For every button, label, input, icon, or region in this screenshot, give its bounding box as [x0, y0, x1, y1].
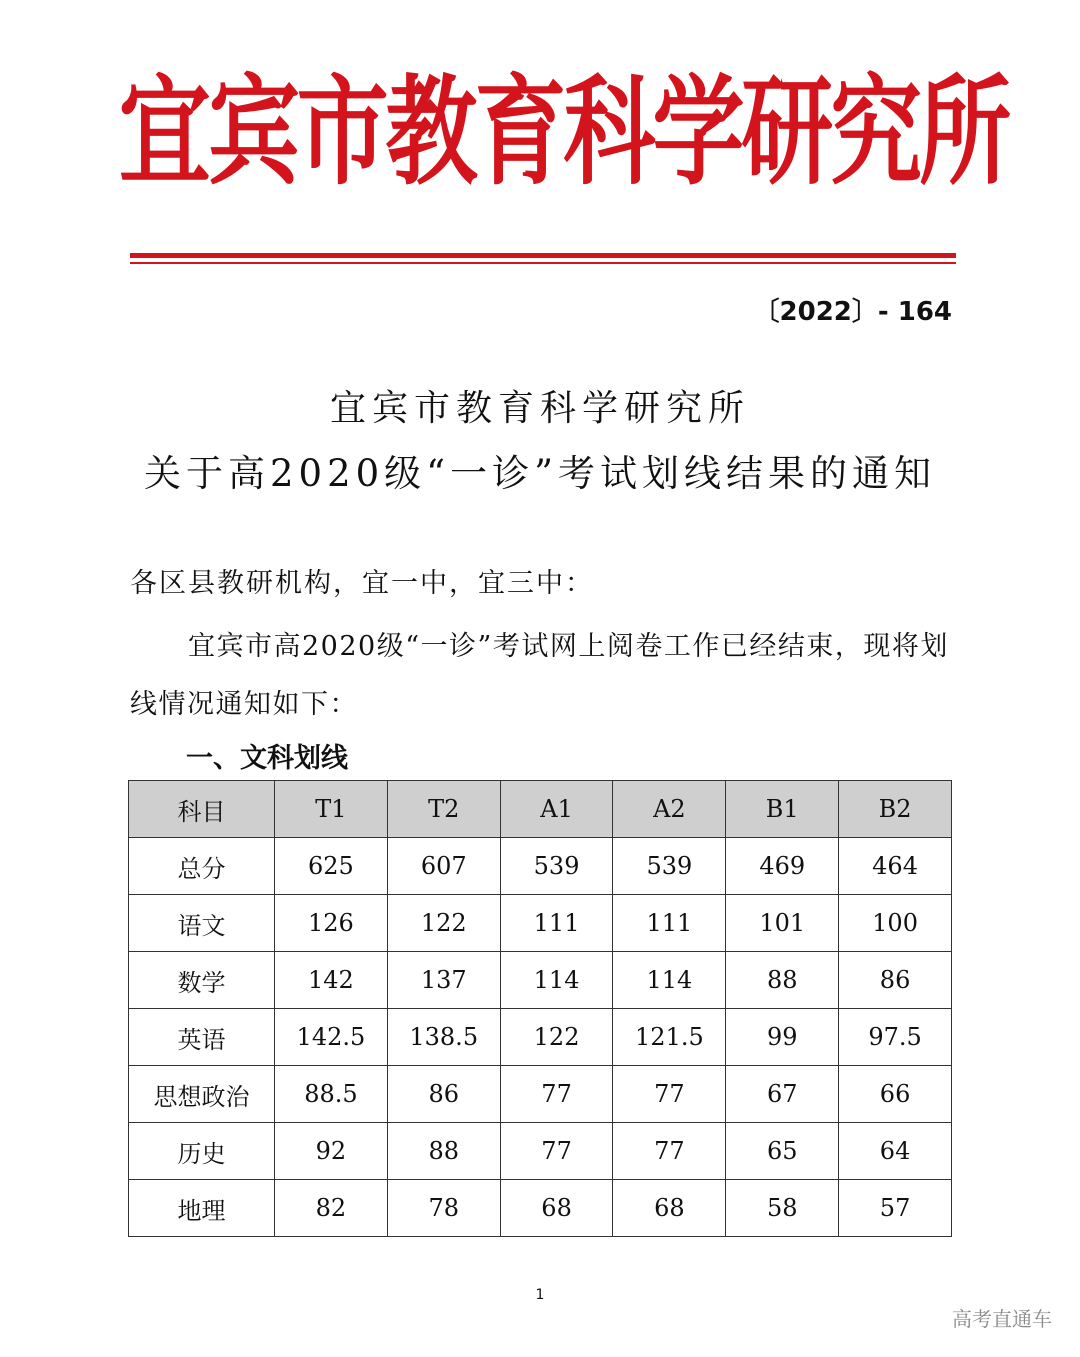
score-cell: 101 — [726, 895, 839, 952]
score-cell: 88 — [387, 1123, 500, 1180]
score-cell: 97.5 — [839, 1009, 952, 1066]
score-cell: 126 — [275, 895, 388, 952]
score-cell: 121.5 — [613, 1009, 726, 1066]
table-header-row — [129, 781, 952, 838]
score-cell: 99 — [726, 1009, 839, 1066]
table-row — [129, 1009, 952, 1066]
subject-cell: 思想政治 — [129, 1066, 275, 1123]
notice-title-line2: 关于高2020级“一诊”考试划线结果的通知 — [144, 452, 936, 495]
score-cell: 88.5 — [275, 1066, 388, 1123]
salutation: 各区县教研机构，宜一中，宜三中： — [130, 568, 594, 599]
document-number: 〔2022〕- 164 — [753, 297, 952, 327]
table-row — [129, 1066, 952, 1123]
header-cell: A2 — [613, 781, 726, 838]
header-cell: B1 — [726, 781, 839, 838]
subject-cell: 历史 — [129, 1123, 275, 1180]
score-cell: 86 — [387, 1066, 500, 1123]
score-cell: 64 — [839, 1123, 952, 1180]
score-cell: 138.5 — [387, 1009, 500, 1066]
subject-cell: 地理 — [129, 1180, 275, 1237]
score-cell: 137 — [387, 952, 500, 1009]
score-cell: 86 — [839, 952, 952, 1009]
score-cell: 114 — [500, 952, 613, 1009]
section-heading: 一、文科划线 — [186, 743, 348, 774]
score-cell: 469 — [726, 838, 839, 895]
header-cell: T1 — [275, 781, 388, 838]
score-cell: 111 — [500, 895, 613, 952]
subject-cell: 总分 — [129, 838, 275, 895]
letterhead-rule-thin — [130, 262, 956, 264]
score-cell: 65 — [726, 1123, 839, 1180]
score-cell: 111 — [613, 895, 726, 952]
table-row — [129, 1180, 952, 1237]
score-cell: 67 — [726, 1066, 839, 1123]
score-cell: 66 — [839, 1066, 952, 1123]
table-row — [129, 895, 952, 952]
score-cell: 77 — [613, 1123, 726, 1180]
header-cell: B2 — [839, 781, 952, 838]
letterhead-title: 宜宾市教育科学研究所 — [118, 63, 1009, 201]
score-cell: 539 — [613, 838, 726, 895]
notice-title-line1: 宜宾市教育科学研究所 — [329, 388, 750, 429]
score-cell: 57 — [839, 1180, 952, 1237]
score-cell: 88 — [726, 952, 839, 1009]
watermark: 高考直通车 — [952, 1307, 1052, 1331]
score-cell: 122 — [387, 895, 500, 952]
score-cell: 68 — [613, 1180, 726, 1237]
score-cell: 68 — [500, 1180, 613, 1237]
table-row — [129, 952, 952, 1009]
table-row — [129, 1123, 952, 1180]
score-cell: 100 — [839, 895, 952, 952]
letterhead-rule-thick — [130, 253, 956, 258]
subject-cell: 语文 — [129, 895, 275, 952]
score-cell: 77 — [613, 1066, 726, 1123]
score-cell: 464 — [839, 838, 952, 895]
subject-cell: 数学 — [129, 952, 275, 1009]
score-cell: 114 — [613, 952, 726, 1009]
body-paragraph: 宜宾市高2020级“一诊”考试网上阅卷工作已经结束，现将划线情况通知如下： — [130, 631, 949, 720]
subject-cell: 英语 — [129, 1009, 275, 1066]
score-cell: 625 — [275, 838, 388, 895]
score-cell: 122 — [500, 1009, 613, 1066]
header-cell: 科目 — [129, 781, 275, 838]
score-cell: 58 — [726, 1180, 839, 1237]
score-cell: 539 — [500, 838, 613, 895]
score-cell: 77 — [500, 1123, 613, 1180]
score-cell: 142.5 — [275, 1009, 388, 1066]
score-cell: 78 — [387, 1180, 500, 1237]
table-row — [129, 838, 952, 895]
page-number: 1 — [535, 1287, 545, 1303]
score-cell: 77 — [500, 1066, 613, 1123]
score-cell: 607 — [387, 838, 500, 895]
header-cell: T2 — [387, 781, 500, 838]
score-cell: 92 — [275, 1123, 388, 1180]
score-cell: 82 — [275, 1180, 388, 1237]
score-line-table — [128, 780, 952, 1237]
score-cell: 142 — [275, 952, 388, 1009]
header-cell: A1 — [500, 781, 613, 838]
